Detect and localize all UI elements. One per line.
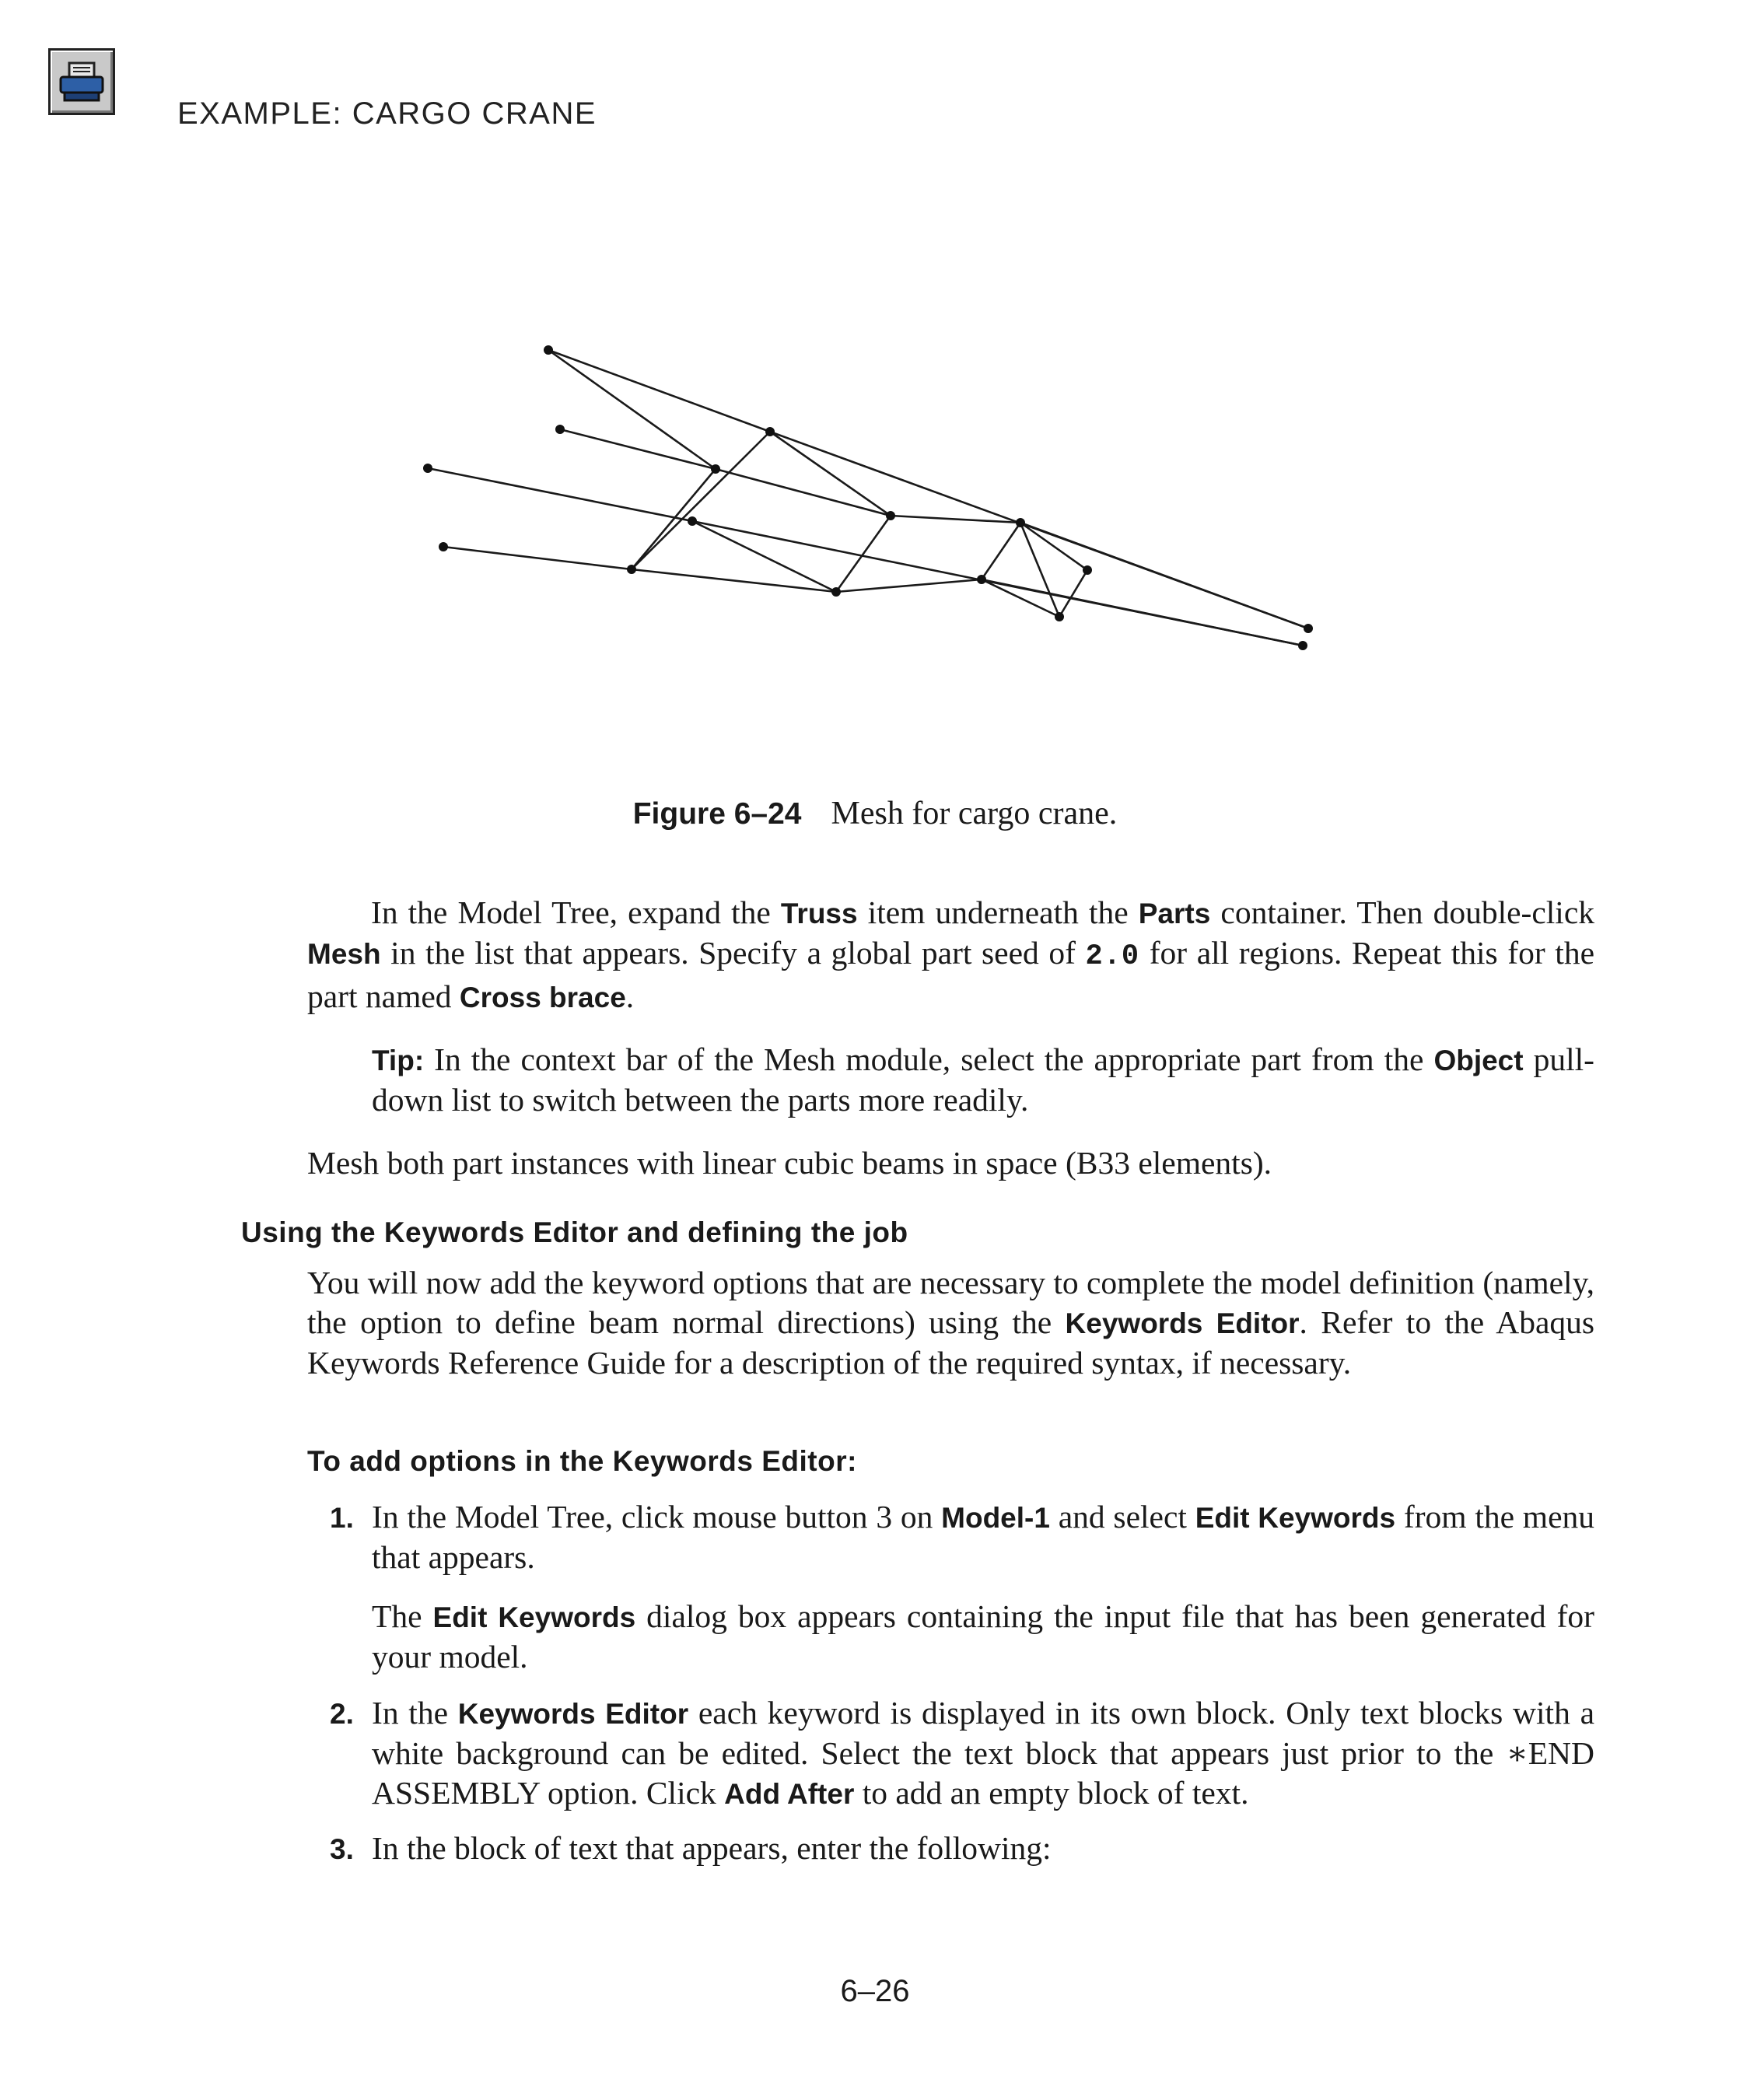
mesh-edge [548,350,770,432]
mesh-edge [560,429,716,469]
mesh-node [555,425,565,434]
keywords-intro-paragraph [307,1263,1594,1383]
mesh-node [439,542,448,551]
keywords-editor-term: Keywords Editor [1065,1307,1300,1339]
mesh-term: Mesh [307,938,381,970]
mesh-figure [0,0,1750,778]
mesh-node [711,464,720,474]
step-number: 3. [330,1833,354,1865]
cross-brace-term: Cross brace [459,982,626,1013]
mesh-edges [428,350,1308,646]
text-run: In the Model Tree, click mouse button 3 on [372,1499,942,1535]
text-run: In the context bar of the Mesh module, select the appropriate part from the [424,1041,1434,1077]
text-run: You will now add the keyword options that are necessary to complete the model definition (namely, the option to define beam normal directions) using the [307,1265,1595,1340]
keywords-editor-term: Keywords Editor [457,1698,689,1730]
figure-label: Figure 6–24 [632,797,802,831]
truss-term: Truss [780,898,858,929]
add-after-term: Add After [724,1778,855,1810]
text-run: In the Model Tree, expand the [371,894,781,930]
text-run: to add an empty block of text. [854,1775,1249,1811]
mesh-edge [1020,523,1308,628]
mesh-node [1016,518,1025,527]
seed-value: 2.0 [1085,940,1140,973]
edit-keywords-term: Edit Keywords [432,1601,636,1633]
mesh-node [1298,641,1307,650]
text-run: item underneath the [857,894,1139,930]
mesh-edge [632,469,716,569]
mesh-edge [443,547,632,569]
mesh-edge [428,468,692,521]
mesh-edge [982,579,1303,646]
mesh-edge [982,523,1020,579]
edit-keywords-term: Edit Keywords [1195,1502,1396,1534]
mesh-edge [982,579,1059,617]
mesh-edge [836,516,891,592]
mesh-nodes [423,345,1313,650]
text-run: dialog box appears containing the input file that has been generated for your model. [372,1598,1594,1675]
text-run: pull-down list to switch between the parts more readily. [372,1041,1594,1118]
text-run: container. Then double-click [1210,894,1594,930]
mesh-node [627,565,636,574]
mesh-node [544,345,553,355]
step-1-text [372,1497,1594,1577]
mesh-node [1055,612,1064,621]
running-head: EXAMPLE: CARGO CRANE [177,96,597,131]
mesh-edge [548,350,716,469]
mesh-node [1304,624,1313,633]
procedure-title: To add options in the Keywords Editor: [307,1445,857,1477]
mesh-edge [770,432,891,516]
mesh-node [688,516,697,526]
mesh-node [765,427,775,436]
object-term: Object [1433,1045,1524,1076]
step-2-text [372,1693,1594,1814]
step-1-result [372,1597,1594,1677]
mesh-edge [692,521,836,592]
mesh-node [423,464,432,473]
figure-caption [0,795,1750,832]
mesh-elements-paragraph: Mesh both part instances with linear cubic beams in space (B33 elements). [307,1145,1272,1181]
mesh-edge [1059,570,1087,617]
step-3-text: In the block of text that appears, enter the following: [372,1830,1052,1866]
text-run: The [372,1598,433,1634]
text-run: In the [372,1695,458,1731]
mesh-edge [836,579,982,592]
text-run: and select [1049,1499,1195,1535]
text-run: from the menu that appears. [372,1499,1595,1575]
tip-note [372,1040,1594,1120]
mesh-node [1083,565,1092,575]
mesh-instructions-paragraph [307,893,1594,1017]
step-number: 2. [330,1698,354,1730]
text-run: in the list that appears. Specify a global part seed of [380,935,1086,971]
mesh-node [831,587,841,597]
step-number: 1. [330,1502,354,1534]
figure-caption-text: Mesh for cargo crane. [831,796,1118,831]
page-number: 6–26 [840,1974,910,2008]
model-1-term: Model-1 [941,1502,1050,1534]
mesh-edge [716,469,891,516]
text-run: each keyword is displayed in its own block. Only text blocks with a white background can be edited. Select the text block that appears just prior to the ∗END ASSEMBLY option. Click [372,1695,1594,1811]
text-run: for all regions. Repeat this for the part named [307,935,1594,1014]
text-run: . [625,978,635,1014]
parts-term: Parts [1138,898,1211,929]
mesh-node [977,575,986,584]
tip-label: Tip: [372,1045,425,1076]
section-heading: Using the Keywords Editor and defining the job [241,1216,908,1248]
mesh-node [886,511,895,520]
mesh-edge [632,569,836,592]
text-run: . Refer to the Abaqus Keywords Reference Guide for a description of the required syntax, if necessary. [307,1304,1595,1381]
